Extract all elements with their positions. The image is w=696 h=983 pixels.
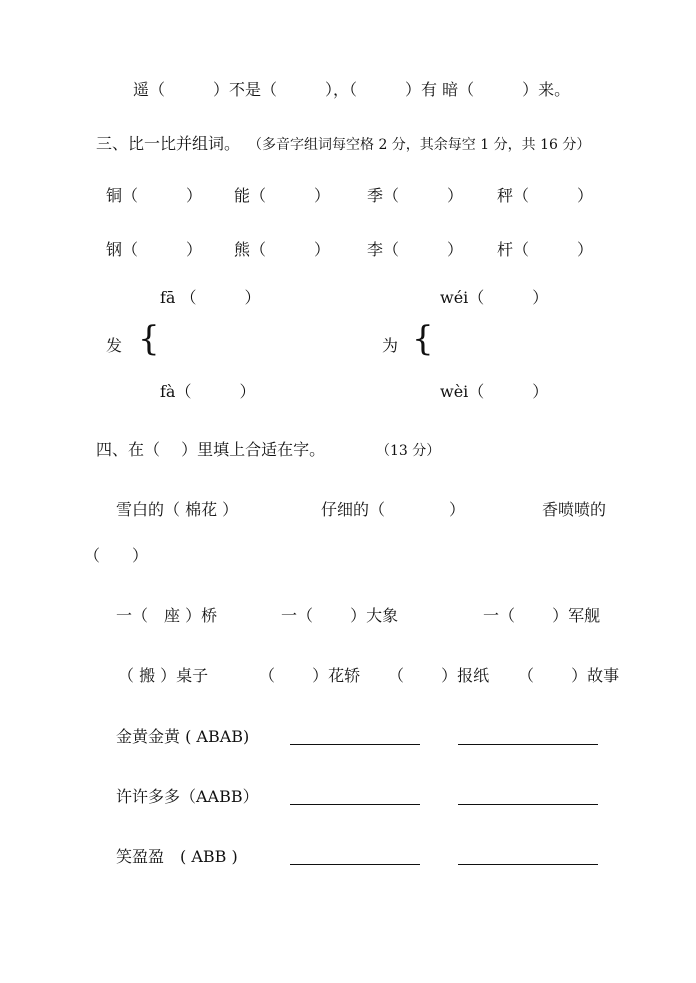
compare-row-2-item-3: 李（ ） <box>367 240 464 259</box>
compare-row-1-item-1: 铜（ ） <box>106 186 203 205</box>
measure-1: 一（ 座 ）桥 <box>116 606 218 625</box>
compare-row-2-item-1: 钢（ ） <box>106 240 203 259</box>
verb-2: （ ）花轿 <box>259 666 361 685</box>
section-4-title: 四、在（ ）里填上合适在字。 <box>96 440 326 459</box>
compare-row-2-item-4: 杆（ ） <box>497 240 594 259</box>
section-3-title: 三、比一比并组词。 <box>96 134 241 153</box>
verb-3: （ ）报纸 <box>388 666 490 685</box>
word-blank-2b[interactable] <box>458 804 598 805</box>
measure-2: 一（ ）大象 <box>281 606 399 625</box>
word-pattern-1: 金黄金黄 ( ABAB) <box>116 727 250 746</box>
phrase-2: 仔细的（ ） <box>321 500 466 519</box>
word-pattern-2: 许许多多（AABB） <box>116 787 259 806</box>
section-4-score: （13 分） <box>376 443 441 459</box>
wei-char: 为 <box>382 336 399 355</box>
wei-pinyin-1: wéi（ ） <box>440 288 549 307</box>
phrase-1: 雪白的（ 棉花 ） <box>116 500 239 519</box>
compare-row-1-item-3: 季（ ） <box>367 186 464 205</box>
verb-1: （ 搬 ）桌子 <box>118 666 209 685</box>
fa-pinyin-2: fà（ ） <box>160 382 256 401</box>
word-blank-1b[interactable] <box>458 744 598 745</box>
word-blank-2a[interactable] <box>290 804 420 805</box>
wei-pinyin-2: wèi（ ） <box>440 382 549 401</box>
fa-brace: { <box>138 319 160 359</box>
word-pattern-3: 笑盈盈 ( ABB ) <box>116 847 238 866</box>
phrase-3: 香喷喷的 <box>542 500 607 519</box>
phrase-3-blank: （ ） <box>84 546 149 565</box>
measure-3: 一（ ）军舰 <box>483 606 601 625</box>
fa-pinyin-1: fā （ ） <box>160 288 261 307</box>
compare-row-2-item-2: 熊（ ） <box>234 240 331 259</box>
line-1: 遥（ ）不是（ ），（ ）有 暗（ ）来。 <box>133 80 571 99</box>
word-blank-3a[interactable] <box>290 864 420 865</box>
fa-char: 发 <box>106 336 123 355</box>
section-3-note: （多音字组词每空格 2 分，其余每空 1 分，共 16 分） <box>248 137 591 153</box>
compare-row-1-item-4: 秤（ ） <box>497 186 594 205</box>
compare-row-1-item-2: 能（ ） <box>234 186 331 205</box>
word-blank-3b[interactable] <box>458 864 598 865</box>
word-blank-1a[interactable] <box>290 744 420 745</box>
verb-4: （ ）故事 <box>518 666 620 685</box>
wei-brace: { <box>412 319 434 359</box>
